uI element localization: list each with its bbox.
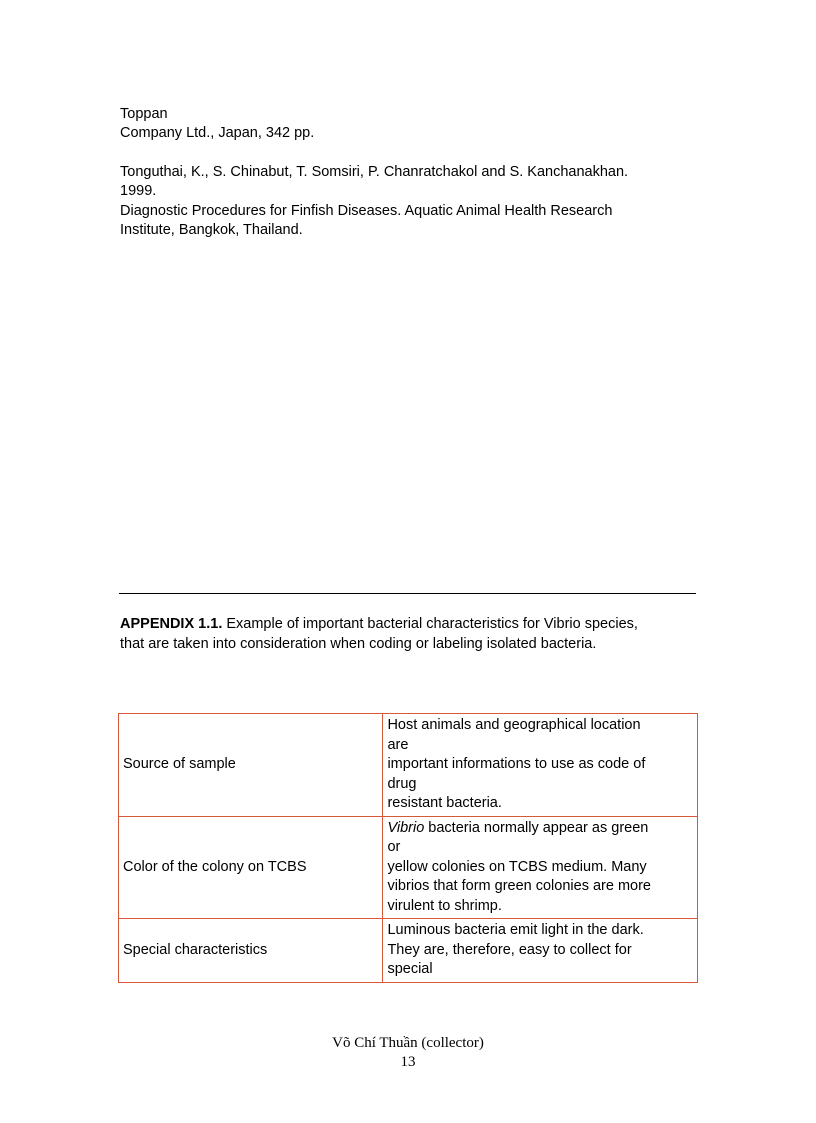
appendix-label: APPENDIX 1.1. <box>120 616 223 632</box>
cell-line: Host animals and geographical location <box>387 717 641 733</box>
table-row <box>119 714 698 817</box>
table-row <box>119 919 698 983</box>
reference-line: Tonguthai, K., S. Chinabut, T. Somsiri, P. Chanratchakol and S. Kanchanakhan. <box>120 164 629 180</box>
reference-line: Institute, Bangkok, Thailand. <box>120 222 303 238</box>
italic-term: Vibrio <box>387 819 425 836</box>
reference-line: 1999. <box>120 183 157 199</box>
cell-line <box>387 819 693 839</box>
table-cell-description <box>383 816 698 919</box>
characteristics-table <box>118 713 698 983</box>
cell-line: resistant bacteria. <box>387 795 502 811</box>
table-cell-label: Special characteristics <box>119 919 383 983</box>
cell-line: vibrios that form green colonies are more <box>387 878 651 894</box>
cell-text: bacteria normally appear as green <box>424 819 649 836</box>
appendix-text: Example of important bacterial characteristics for Vibrio species, <box>222 616 638 632</box>
cell-line: are <box>387 736 409 753</box>
cell-line: virulent to shrimp. <box>387 897 502 914</box>
cell-line: important informations to use as code of <box>387 756 646 772</box>
reference-line: Toppan <box>120 106 168 122</box>
table-cell-label: Color of the colony on TCBS <box>119 816 383 919</box>
cell-line: yellow colonies on TCBS medium. Many <box>387 858 647 875</box>
cell-line: or <box>387 839 401 855</box>
appendix-heading <box>120 614 638 654</box>
page-number: 13 <box>400 1054 416 1070</box>
table-row <box>119 816 698 919</box>
footer-author: Võ Chí Thuần (collector) <box>332 1035 484 1051</box>
cell-line: They are, therefore, easy to collect for <box>387 941 632 958</box>
table-cell-description <box>383 714 698 817</box>
cell-line: special <box>387 961 433 977</box>
table-cell-description <box>383 919 698 983</box>
appendix-text: that are taken into consideration when coding or labeling isolated bacteria. <box>120 636 597 652</box>
horizontal-rule <box>119 593 696 594</box>
reference-line: Company Ltd., Japan, 342 pp. <box>120 125 315 141</box>
table-cell-label: Source of sample <box>119 714 383 817</box>
reference-line: Diagnostic Procedures for Finfish Diseases. Aquatic Animal Health Research <box>120 203 613 219</box>
cell-line: drug <box>387 775 417 792</box>
cell-line: Luminous bacteria emit light in the dark. <box>387 922 644 938</box>
